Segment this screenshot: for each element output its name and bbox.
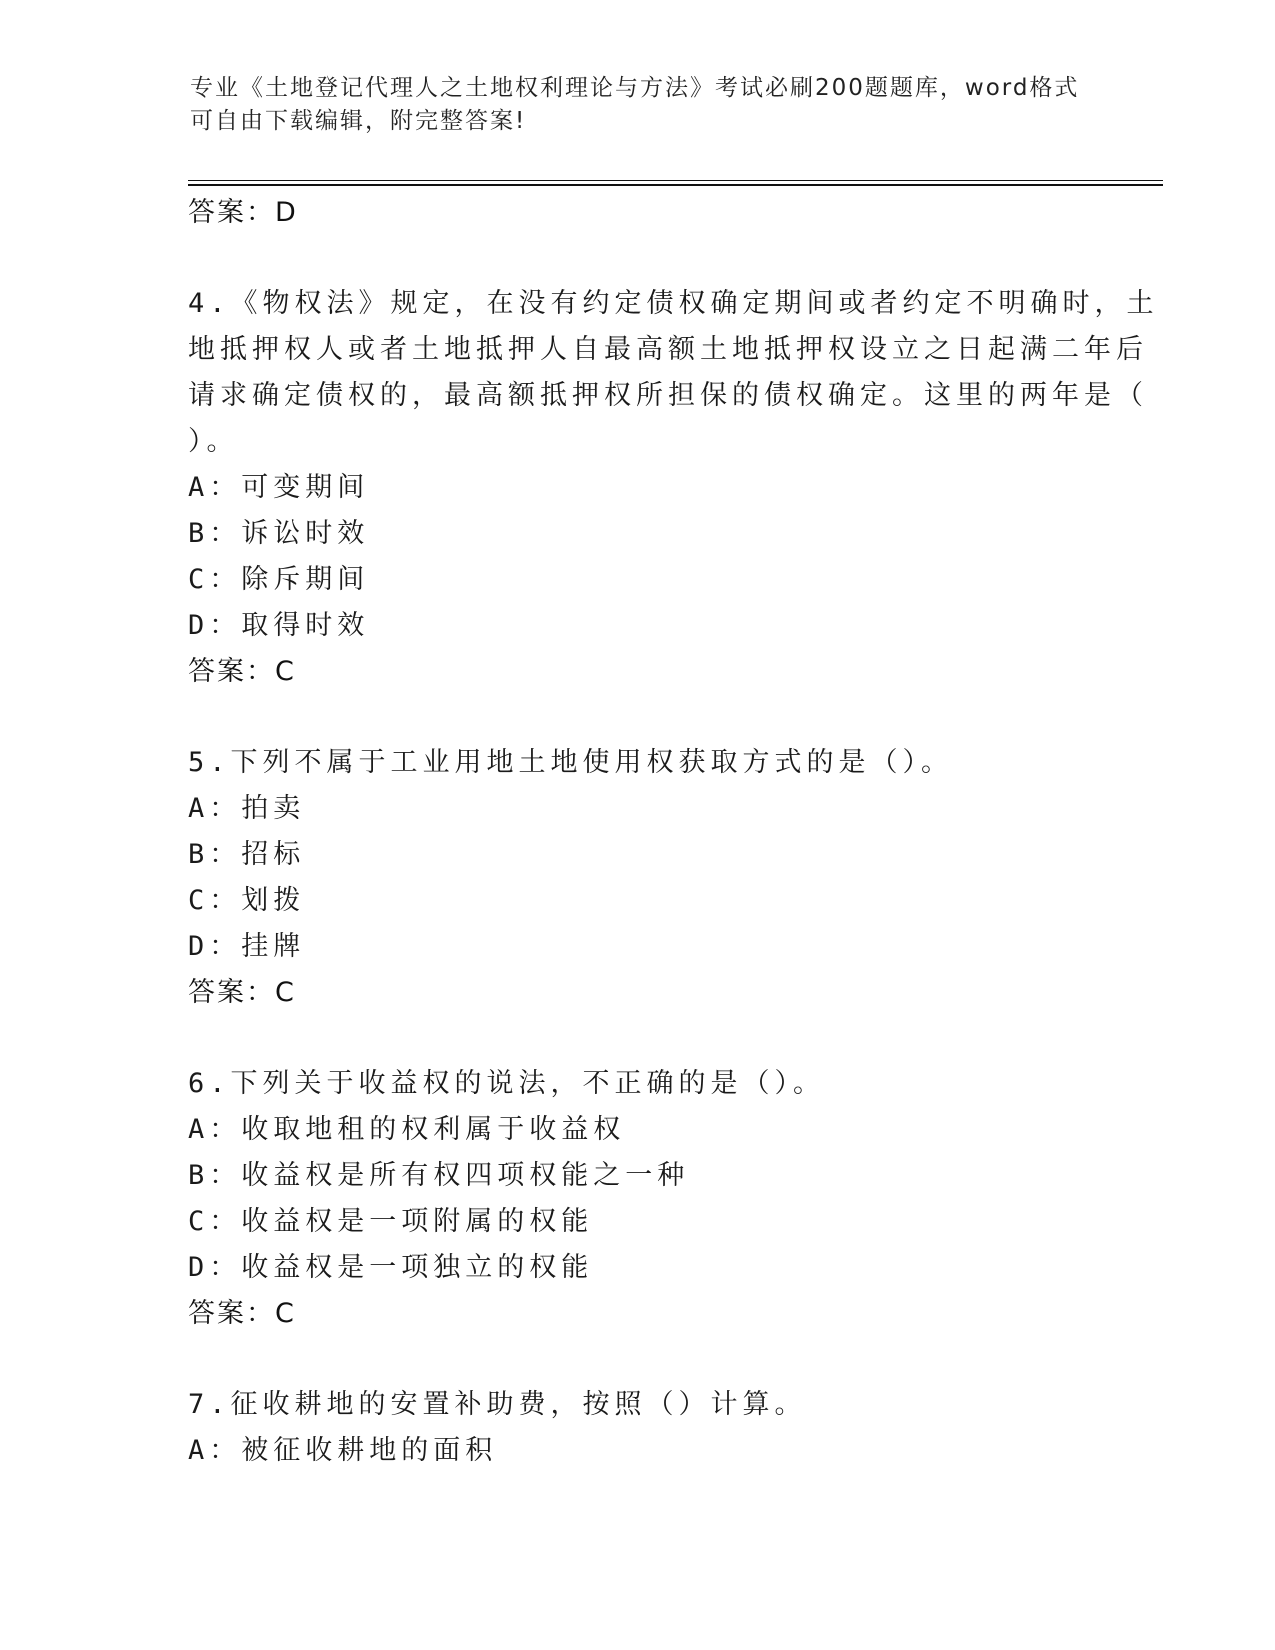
question-item [188,740,1088,1016]
document-header [190,72,1080,138]
option-a: A：被征收耕地的面积 [188,1435,498,1466]
answer-line: 答案：D [188,197,298,228]
question-list [188,190,1159,1474]
option-c: C：划拨 [188,885,306,916]
option-b: B：诉讼时效 [188,518,370,549]
question-text-line: 地抵押权人或者土地抵押人自最高额土地抵押权设立之日起满二年后 [188,334,1148,365]
header-divider-thin [188,180,1163,181]
option-d: D：取得时效 [188,610,370,641]
question-text-line: 7.征收耕地的安置补助费，按照（）计算。 [188,1389,807,1420]
question-item [188,1382,1088,1474]
option-c: C：除斥期间 [188,564,370,595]
header-divider-thick [188,184,1163,186]
question-text-line: 5.下列不属于工业用地土地使用权获取方式的是（）。 [188,747,954,778]
option-b: B：招标 [188,839,306,870]
option-b: B：收益权是所有权四项权能之一种 [188,1160,690,1191]
question-item [188,1061,1088,1337]
option-a: A：收取地租的权利属于收益权 [188,1114,626,1145]
question-text-line: 4.《物权法》规定，在没有约定债权确定期间或者约定不明确时，土 [188,288,1159,319]
option-d: D：挂牌 [188,931,306,962]
option-a: A：可变期间 [188,472,370,503]
question-item [188,281,1159,695]
answer-line: 答案：C [188,656,296,687]
spacer [188,236,1088,281]
spacer [188,1337,1088,1382]
header-line-1: 专业《土地登记代理人之土地权利理论与方法》考试必刷200题题库，word格式 [190,75,1080,101]
header-line-2: 可自由下载编辑，附完整答案! [190,108,527,134]
question-text-line: 6.下列关于收益权的说法，不正确的是（）。 [188,1068,826,1099]
spacer [188,1016,1088,1061]
option-c: C：收益权是一项附属的权能 [188,1206,594,1237]
option-d: D：收益权是一项独立的权能 [188,1252,594,1283]
spacer [188,695,1088,740]
answer-line: 答案：C [188,1298,296,1329]
question-text-line: ）。 [188,426,239,457]
answer-line: 答案：C [188,977,296,1008]
option-a: A：拍卖 [188,793,306,824]
question-text-line: 请求确定债权的，最高额抵押权所担保的债权确定。这里的两年是（ [188,380,1148,411]
